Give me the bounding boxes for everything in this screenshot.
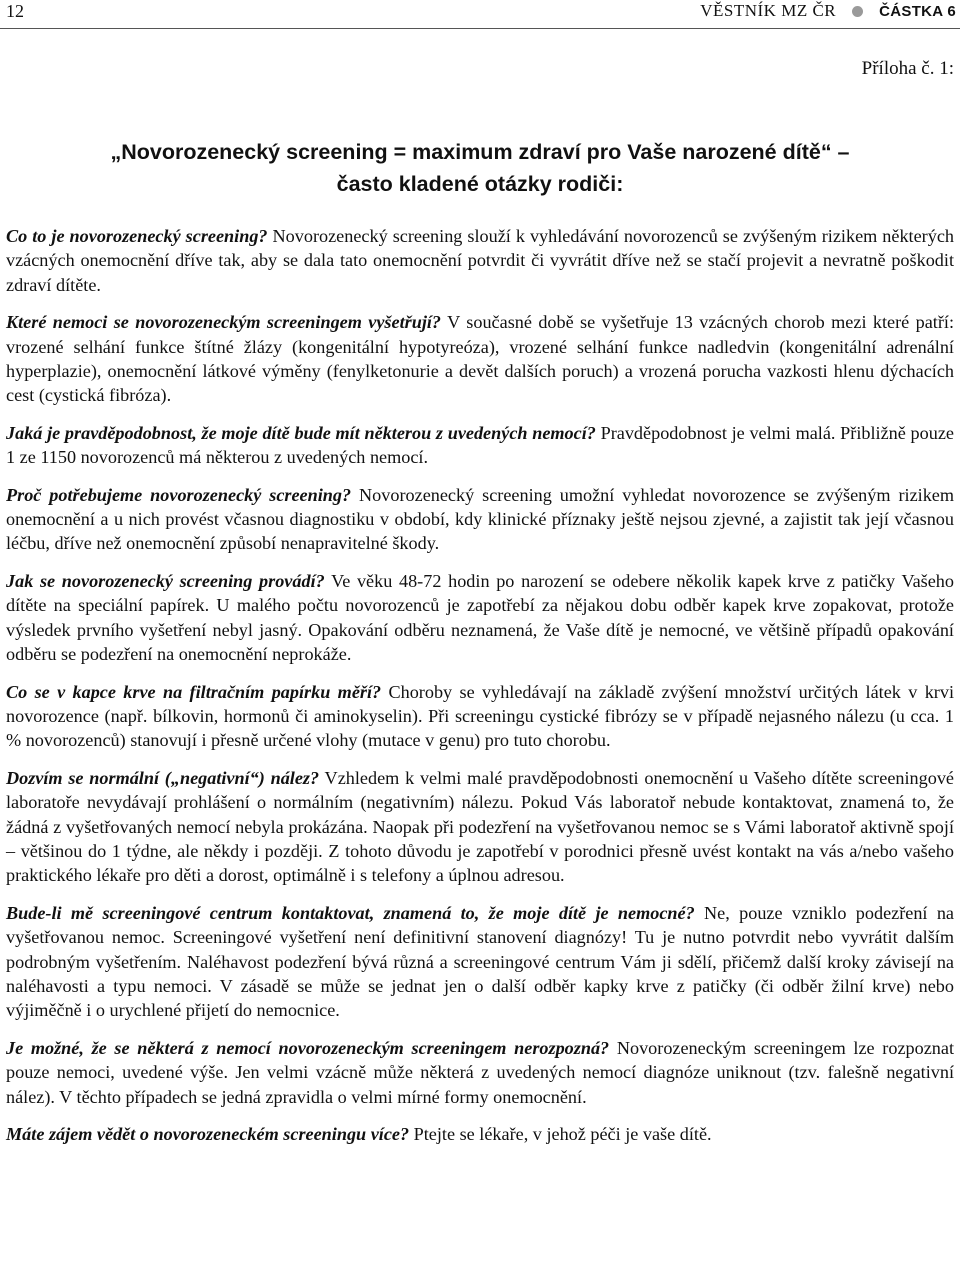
faq-item (6, 1122, 954, 1146)
annex-label: Příloha č. 1: (861, 58, 954, 79)
faq-question: Bude-li mě screeningové centrum kontaktovat, znamená to, že moje dítě je nemocné? (6, 902, 695, 923)
faq-item (6, 421, 954, 470)
header-right (700, 1, 956, 21)
faq-answer: Choroby se vyhledávají na základě zvýšení množství určitých látek v krvi novorozence (např. bílkovin, hormonů či aminokyselin). Při screeningu cystické fibrózy se v případě nejasného nálezu (u cca. 1 % novorozenců) stanovují i přesně určené vlohy (mutace v genu) pro tuto chorobu. (6, 681, 954, 751)
faq-question: Co to je novorozenecký screening? (6, 226, 268, 246)
faq-answer: Novorozenecký screening umožní vyhledat novorozence se zvýšeným rizikem onemocnění a u nich provést včasnou diagnostiku v období, kdy klinické příznaky ještě nejsou zjevné, a zajistit tak její včasnou léčbu, dříve než onemocnění způsobí nenapravitelné škody. (6, 484, 955, 554)
faq-answer: Pravděpodobnost je velmi malá. Přibližně pouze 1 ze 1150 novorozenců má některou z uvedených nemocí. (6, 422, 954, 468)
bullet-dot-icon (852, 6, 863, 17)
faq-question: Co se v kapce krve na filtračním papírku měří? (6, 681, 382, 702)
faq-body (6, 224, 954, 1159)
running-header (0, 0, 960, 22)
document-title (0, 136, 960, 200)
faq-item (6, 483, 954, 556)
faq-question: Proč potřebujeme novorozenecký screening? (6, 484, 352, 505)
faq-question: Jak se novorozenecký screening provádí? (6, 570, 325, 591)
title-line-1: „Novorozenecký screening = maximum zdraví pro Vaše narozené dítě“ – (110, 140, 850, 164)
faq-question: Je možné, že se některá z nemocí novorozeneckým screeningem nerozpozná? (6, 1037, 610, 1058)
header-rule (0, 28, 960, 29)
faq-question: Jaká je pravděpodobnost, že moje dítě bude mít některou z uvedených nemocí? (6, 422, 596, 443)
faq-item (6, 766, 954, 888)
faq-item (6, 569, 954, 667)
faq-item (6, 901, 954, 1023)
faq-item (6, 224, 954, 297)
faq-answer: Ne, pouze vzniklo podezření na vyšetřovanou nemoc. Screeningové vyšetření není definitivní stanovení diagnózy! Tu je nutno potvrdit nebo vyvrátit dalším podrobným vyšetřením. Naléhavost podezření bývá různá a screeningové centrum Vám ji sdělí, přičemž další kroky závisejí na naléhavosti a typu nemoci. V zásadě se může se jednat jen o další odběr kapky krve z patičky (či odběr žilní krve) nebo výjiměčně i o urychlené přijetí do nemocnice. (6, 902, 954, 1021)
issue-label: ČÁSTKA 6 (879, 2, 956, 20)
faq-question: Které nemoci se novorozeneckým screeningem vyšetřují? (6, 312, 442, 333)
faq-answer: Novorozenecký screening slouží k vyhledávání novorozenců se zvýšeným rizikem některých vzácných onemocnění dříve tak, aby se dala tato onemocnění potvrdit či vyvrátit dříve než se stačí projevit a nevratně poškodit zdraví dítěte. (6, 226, 954, 295)
faq-answer: V současné době se vyšetřuje 13 vzácných chorob mezi které patří: vrozené selhání funkce štítné žlázy (kongenitální hypotyreóza), vrozené selhání funkce nadledvin (kongenitální adrenální hyperplazie), onemocnění látkové výměny (fenylketonurie a devět dalších poruch) a vrozená porucha vazkosti hlenu dýchacích cest (cystická fibróza). (6, 312, 955, 406)
page-number: 12 (6, 1, 24, 21)
faq-answer: Ve věku 48-72 hodin po narození se odebere několik kapek krve z patičky Vašeho dítěte na speciální papírek. U malého počtu novorozenců je zapotřebí za nějakou dobu odběr kapek krve zopakovat, protože výsledek prvního vyšetření nebyl jasný. Opakování odběru neznamená, že Vaše dítě je nemocné, ve většině případů opakování odběru se podezření na onemocnění neprokáže. (6, 570, 954, 665)
title-line-2: často kladené otázky rodiči: (336, 172, 624, 196)
faq-question: Máte zájem vědět o novorozeneckém screeningu více? (6, 1124, 410, 1144)
faq-item (6, 680, 954, 753)
faq-answer: Vzhledem k velmi malé pravděpodobnosti onemocnění u Vašeho dítěte screeningové laboratoře nevydávají prohlášení o normálním (negativním) nálezu. Pokud Vás laboratoř nebude kontaktovat, znamená to, že žádná z vyšetřovaných nemocí nebyla prokázána. Naopak při podezření na vyšetřovanou nemoc se s Vámi laboratoř aktivně spojí – většinou do 1 týdne, ale někdy i později. Z tohoto důvodu je zapotřebí v porodnici přesně uvést kontakt na vás a/nebo vašeho praktického lékaře pro děti a dorost, optimálně i s telefony a úplnou adresou. (6, 767, 954, 886)
faq-answer: Novorozeneckým screeningem lze rozpoznat pouze nemoci, uvedené výše. Jen velmi vzácně může některá z uvedených nemocí diagnóze uniknout (tzv. falešně negativní nález). V těchto případech se jedná zpravidla o velmi mírné formy onemocnění. (6, 1037, 954, 1107)
faq-answer: Ptejte se lékaře, v jehož péči je vaše dítě. (409, 1124, 712, 1144)
faq-item (6, 1036, 954, 1109)
faq-item (6, 310, 954, 408)
journal-name: VĚSTNÍK MZ ČR (700, 1, 837, 20)
faq-question: Dozvím se normální („negativní“) nález? (6, 767, 320, 788)
